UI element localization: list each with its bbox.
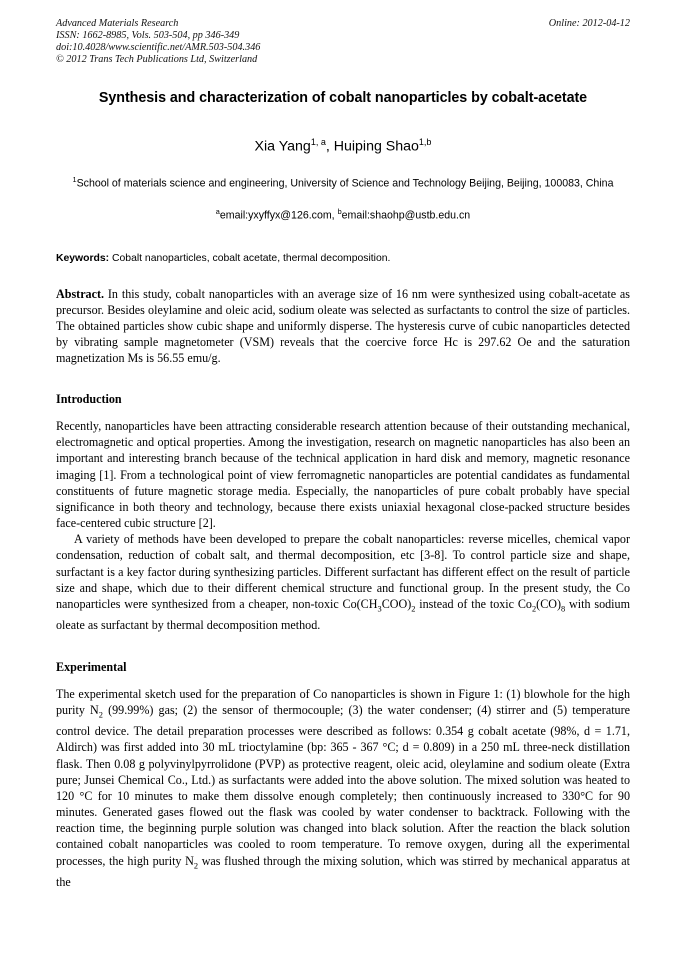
- formula-subscript-co8: 8: [561, 604, 566, 614]
- author-emails: [56, 205, 630, 223]
- intro-p2-part1: A variety of methods have been developed to prepare the cobalt nanoparticles: reverse micelles, chemical vapor condensation, reduction of cobalt salt, and thermal decomposition, etc [3-8]. To control particle size and shape, surfactant is a key factor during synthesizing particles. Different surfactant has different effect on the result of particle size and shape, which due to their different chemical structure and functional group. In the present study, the Co nanoparticles were synthesized from a cheaper, non-toxic Co(CH: [56, 532, 630, 611]
- section-heading-experimental: Experimental: [56, 659, 127, 674]
- intro-p2-part3: instead of the toxic Co: [415, 596, 532, 611]
- email-address-b[interactable]: email:shaohp@ustb.edu.cn: [341, 209, 471, 222]
- affiliation-marker: 1: [72, 175, 77, 185]
- email-marker-b: b: [337, 207, 342, 217]
- journal-header: [56, 18, 630, 66]
- keywords-text: Cobalt nanoparticles, cobalt acetate, thermal decomposition.: [109, 252, 391, 264]
- keywords-label: Keywords:: [56, 252, 110, 264]
- page-title: Synthesis and characterization of cobalt nanoparticles by cobalt-acetate: [98, 90, 588, 107]
- formula-subscript-n2-first: 2: [98, 710, 103, 720]
- exp-part3: was flushed through the mixing solution, which was stirred by mechanical apparatus at the: [56, 853, 631, 890]
- experimental-paragraph-1: [56, 686, 630, 891]
- formula-subscript-n2-second: 2: [193, 860, 199, 870]
- introduction-paragraph-2: [56, 531, 630, 633]
- author-name-1: Xia Yang: [254, 139, 311, 156]
- intro-p2-part5: with sodium oleate as surfactant by thermal decomposition method.: [56, 596, 630, 633]
- online-date: Online: 2012-04-12: [548, 18, 630, 29]
- intro-p2-part2: COO): [381, 596, 412, 611]
- author-affil-marker-1: 1, a: [310, 137, 326, 148]
- journal-name: Advanced Materials Research: [56, 18, 179, 29]
- copyright-line: © 2012 Trans Tech Publications Ltd, Switzerland: [56, 54, 258, 66]
- abstract-label: Abstract.: [56, 286, 105, 301]
- issn-line: ISSN: 1662-8985, Vols. 503-504, pp 346-349: [56, 30, 240, 42]
- doi-line: doi:10.4028/www.scientific.net/AMR.503-504.346: [56, 42, 261, 54]
- formula-subscript-co2: 2: [531, 604, 537, 614]
- section-heading-introduction: Introduction: [56, 392, 122, 407]
- affiliation: [56, 173, 630, 191]
- abstract-text: In this study, cobalt nanoparticles with an average size of 16 nm were synthesized using cobalt-acetate as precursor. Besides oleylamine and oleic acid, sodium oleate was selected as surfactants to control the size of particles. The obtained particles show cubic shape and uniformly disperse. The hysteresis curve of cubic nanoparticles detected by vibrating sample magnetometer (VSM) reveals that the coercive force Hc is 297.62 Oe and the saturation magnetization Ms is 56.55 emu/g.: [56, 286, 630, 366]
- formula-subscript-ch3: 3: [377, 604, 382, 614]
- author-line: [56, 133, 630, 156]
- exp-part2: (99.99%) gas; (2) the sensor of thermocouple; (3) the water condenser; (4) stirrer and (5) temperature control device. The detail preparation processes were described as follows: 0.354 g cobalt acetate (98%, d = 1.71, Aldirch) was first added into 30 mL trioctylamine (bp: 365 - 367 °C; d = 0.809) in a 250 mL three-neck distillation flask. Then 0.08 g polyvinylpyrrolidone (PVP) as protective reagent, oleic acid, oleylamine and sodium oleate (Extra pure; Junsei Chemical Co., Ltd.) as surfactants were added into the above solution. The mixed solution was heated to 120 °C for 10 minutes to make them dissolve enough completely; then continuously increased to 330°C for 90 minutes. Generated gases flowed out the flask was cooled by water condenser to backtrack. Following with the reaction time, the beginning purple solution was changed into black solution. After the reaction the black solution contained cobalt nanoparticles was cooled to room temperature. To remove oxygen, during all the experimental processes, the high purity N: [56, 702, 630, 868]
- email-marker-a: a: [215, 207, 220, 217]
- abstract-section: [56, 286, 630, 366]
- intro-p2-part4: (CO): [536, 596, 562, 611]
- email-address-a[interactable]: email:yxyffyx@126.com,: [219, 209, 338, 222]
- author-affil-marker-2: 1,b: [418, 137, 432, 148]
- formula-subscript-coo2: 2: [411, 604, 416, 614]
- affiliation-text: School of materials science and engineering, University of Science and Technology Beijing, Beijing, 100083, China: [76, 177, 614, 190]
- author-name-2: Huiping Shao: [333, 139, 419, 156]
- author-separator: ,: [325, 139, 334, 156]
- introduction-paragraph-1: Recently, nanoparticles have been attracting considerable research attention because of their outstanding mechanical, electromagnetic and optical properties. Among the investigation, research on magnetic nanoparticles has also been an important and interesting branch because of the technical application in hard disk and memory, magnetic resonance imaging [1]. From a technological point of view ferromagnetic nanoparticles are potential candidates as fundamental constituents of future magnetic storage media. Especially, the nanoparticles of pure cobalt probably have special significance in both theory and technology, because there exists uniaxial hexagonal close-packed structure besides face-centered cubic structure [2].: [56, 419, 630, 531]
- exp-part1: The experimental sketch used for the preparation of Co nanoparticles is shown in Figure 1: (1) blowhole for the high purity N: [56, 686, 630, 717]
- keywords-line: [56, 252, 630, 266]
